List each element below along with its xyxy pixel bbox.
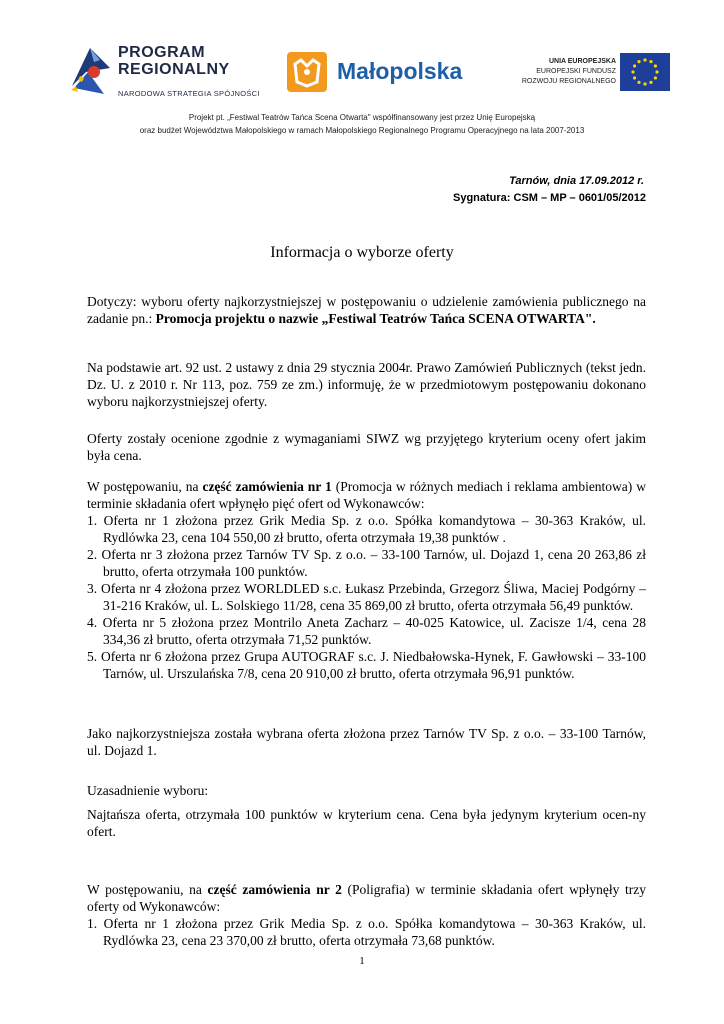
subject-paragraph: Dotyczy: wyboru oferty najkorzystniejszej w postępowaniu o udzielenie zamówienia publicznego na zadanie pn.: Promocja projektu o nazwie „Festiwal Teatrów Tańca SCENA OTWARTA". [87,294,646,326]
list-item: 1. Oferta nr 1 złożona przez Grik Media Sp. z o.o. Spółka komandytowa – 30-363 Kraków, ul. Rydlówka 23, cena 104 550,00 zł brutto, oferta otrzymała 19,38 punktów . [87,513,646,545]
malopolska-crest-icon [287,52,327,92]
page-number: 1 [359,955,365,967]
part2-section [87,881,646,949]
justification-heading: Uzasadnienie wyboru: [87,783,209,798]
part1-offers-list [87,512,646,682]
program-regionalny-title: PROGRAM REGIONALNY [118,44,230,78]
criteria-paragraph: Oferty zostały ocenione zgodnie z wymaganiami SIWZ wg przyjętego kryterium oceny ofert jakim była cena. [87,431,646,463]
part2-offers-list [87,915,646,949]
program-regionalny-emblem-icon [66,42,116,98]
list-item: 1. Oferta nr 1 złożona przez Grik Media Sp. z o.o. Spółka komandytowa – 30-363 Kraków, ul. Rydlówka 23, cena 23 370,00 zł brutto, oferta otrzymała 73,68 punktów. [87,916,646,948]
program-regionalny-logo [66,42,266,102]
eu-line3: ROZWOJU REGIONALNEGO [521,78,616,85]
eu-line1: UNIA EUROPEJSKA [548,58,616,65]
part1-intro: W postępowaniu, na część zamówienia nr 1 (Promocja w różnych mediach i reklama ambientowa) w terminie składania ofert wpłynęło pięć ofert od Wykonawców: [87,479,646,511]
list-item: 5. Oferta nr 6 złożona przez Grupa AUTOGRAF s.c. J. Niedbałowska-Hynek, F. Gawłowski – 33-100 Tarnów, ul. Urszulańska 7/8, cena 20 910,00 zł brutto, oferta otrzymała 96,91 punktów. [87,649,646,681]
malopolska-logo [287,52,487,92]
place-date: Tarnów, dnia 17.09.2012 r. [509,175,644,187]
eu-flag-icon [620,53,670,91]
list-item: 3. Oferta nr 4 złożona przez WORLDLED s.c. Łukasz Przebinda, Grzegorz Śliwa, Maciej Podgórny – 31-216 Kraków, ul. L. Solskiego 11/28, cena 35 869,00 zł brutto, oferta otrzymała 56,49 punktów. [87,581,646,613]
legal-basis-paragraph: Na podstawie art. 92 ust. 2 ustawy z dnia 29 stycznia 2004r. Prawo Zamówień Publicznych (tekst jedn. Dz. U. z 2010 r. Nr 113, poz. 759 ze zm.) informuję, że w przedmiotowym postępowaniu dokonano wyboru najkorzystniejszej oferty. [87,360,646,409]
program-subtitle: NARODOWA STRATEGIA SPÓJNOŚCI [118,89,260,98]
malopolska-wordmark: Małopolska [337,58,463,84]
part2-intro: W postępowaniu, na część zamówienia nr 2 (Poligrafia) w terminie składania ofert wpłynęły trzy oferty od Wykonawców: [87,882,646,914]
project-funding-note: Projekt pt. „Festiwal Teatrów Tańca Scena Otwarta" współfinansowany jest przez Unię Europejską oraz budżet Województwa Małopolskiego w ramach Małopolskiego Regionalnego Programu Operacyjnego na lata 2007-2013 [139,113,585,135]
part1-section [87,478,646,682]
list-item: 4. Oferta nr 5 złożona przez Montrilo Aneta Zacharz – 40-025 Katowice, ul. Zacisze 1/4, cena 28 334,36 zł brutto, oferta otrzymała 71,52 punktów. [87,615,646,647]
document-title: Informacja o wyborze oferty [270,244,454,261]
eu-line2: EUROPEJSKI FUNDUSZ [536,68,616,75]
selected-offer-paragraph: Jako najkorzystniejsza została wybrana oferta złożona przez Tarnów TV Sp. z o.o. – 33-100 Tarnów, ul. Dojazd 1. [87,726,646,758]
signature-reference: Sygnatura: CSM – MP – 0601/05/2012 [452,192,646,204]
list-item: 2. Oferta nr 3 złożona przez Tarnów TV Sp. z o.o. – 33-100 Tarnów, ul. Dojazd 1, cena 20 263,86 zł brutto, oferta otrzymała 100 punktów. [87,547,646,579]
eu-logo [520,52,670,92]
justification-paragraph: Najtańsza oferta, otrzymała 100 punktów w kryterium cena. Cena była jedynym kryterium ocen-ny ofert. [87,807,646,839]
